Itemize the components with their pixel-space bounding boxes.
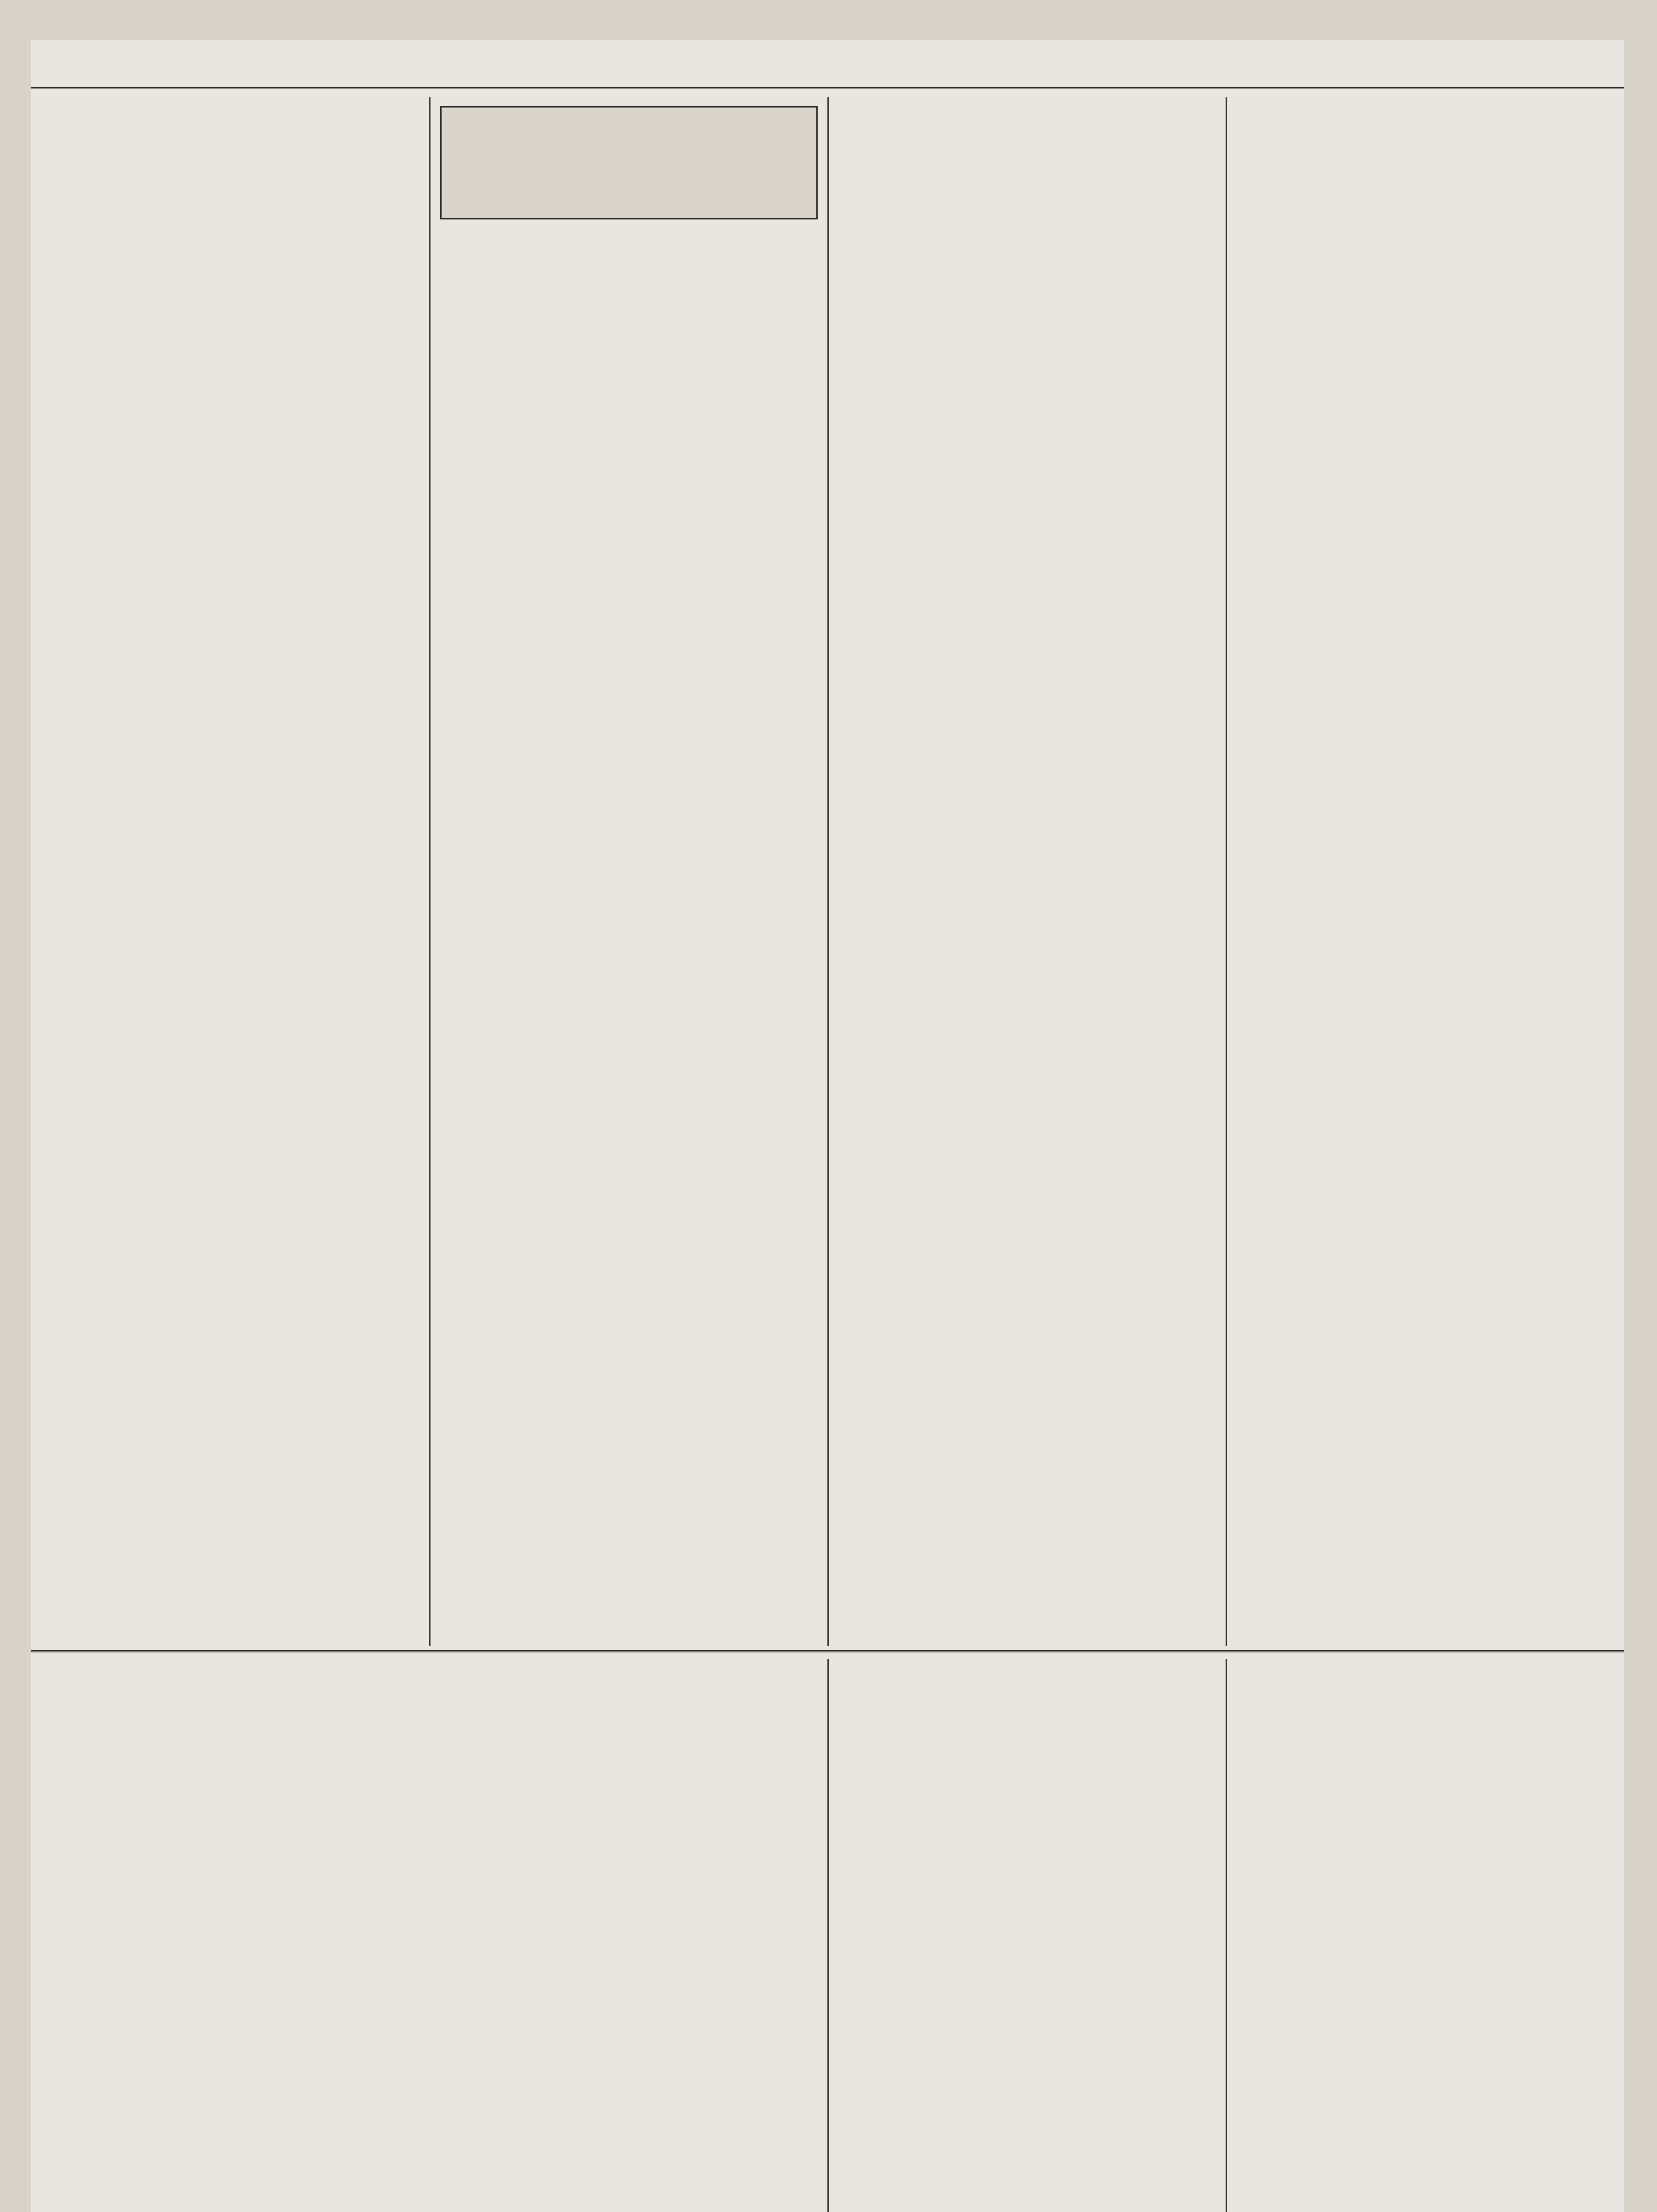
- lower-column-3: [1226, 1659, 1624, 2212]
- running-head: [31, 40, 1624, 88]
- advertisement: [440, 106, 818, 219]
- feuilleton-divider: [31, 1650, 1624, 1652]
- column-4: [1226, 97, 1624, 1646]
- lower-column-1: [429, 1659, 827, 2212]
- lower-column-2: [827, 1659, 1226, 2212]
- column-1: [31, 97, 429, 2212]
- column-3: [827, 97, 1226, 1646]
- newspaper-page: [31, 40, 1624, 2212]
- column-2: [429, 97, 827, 1646]
